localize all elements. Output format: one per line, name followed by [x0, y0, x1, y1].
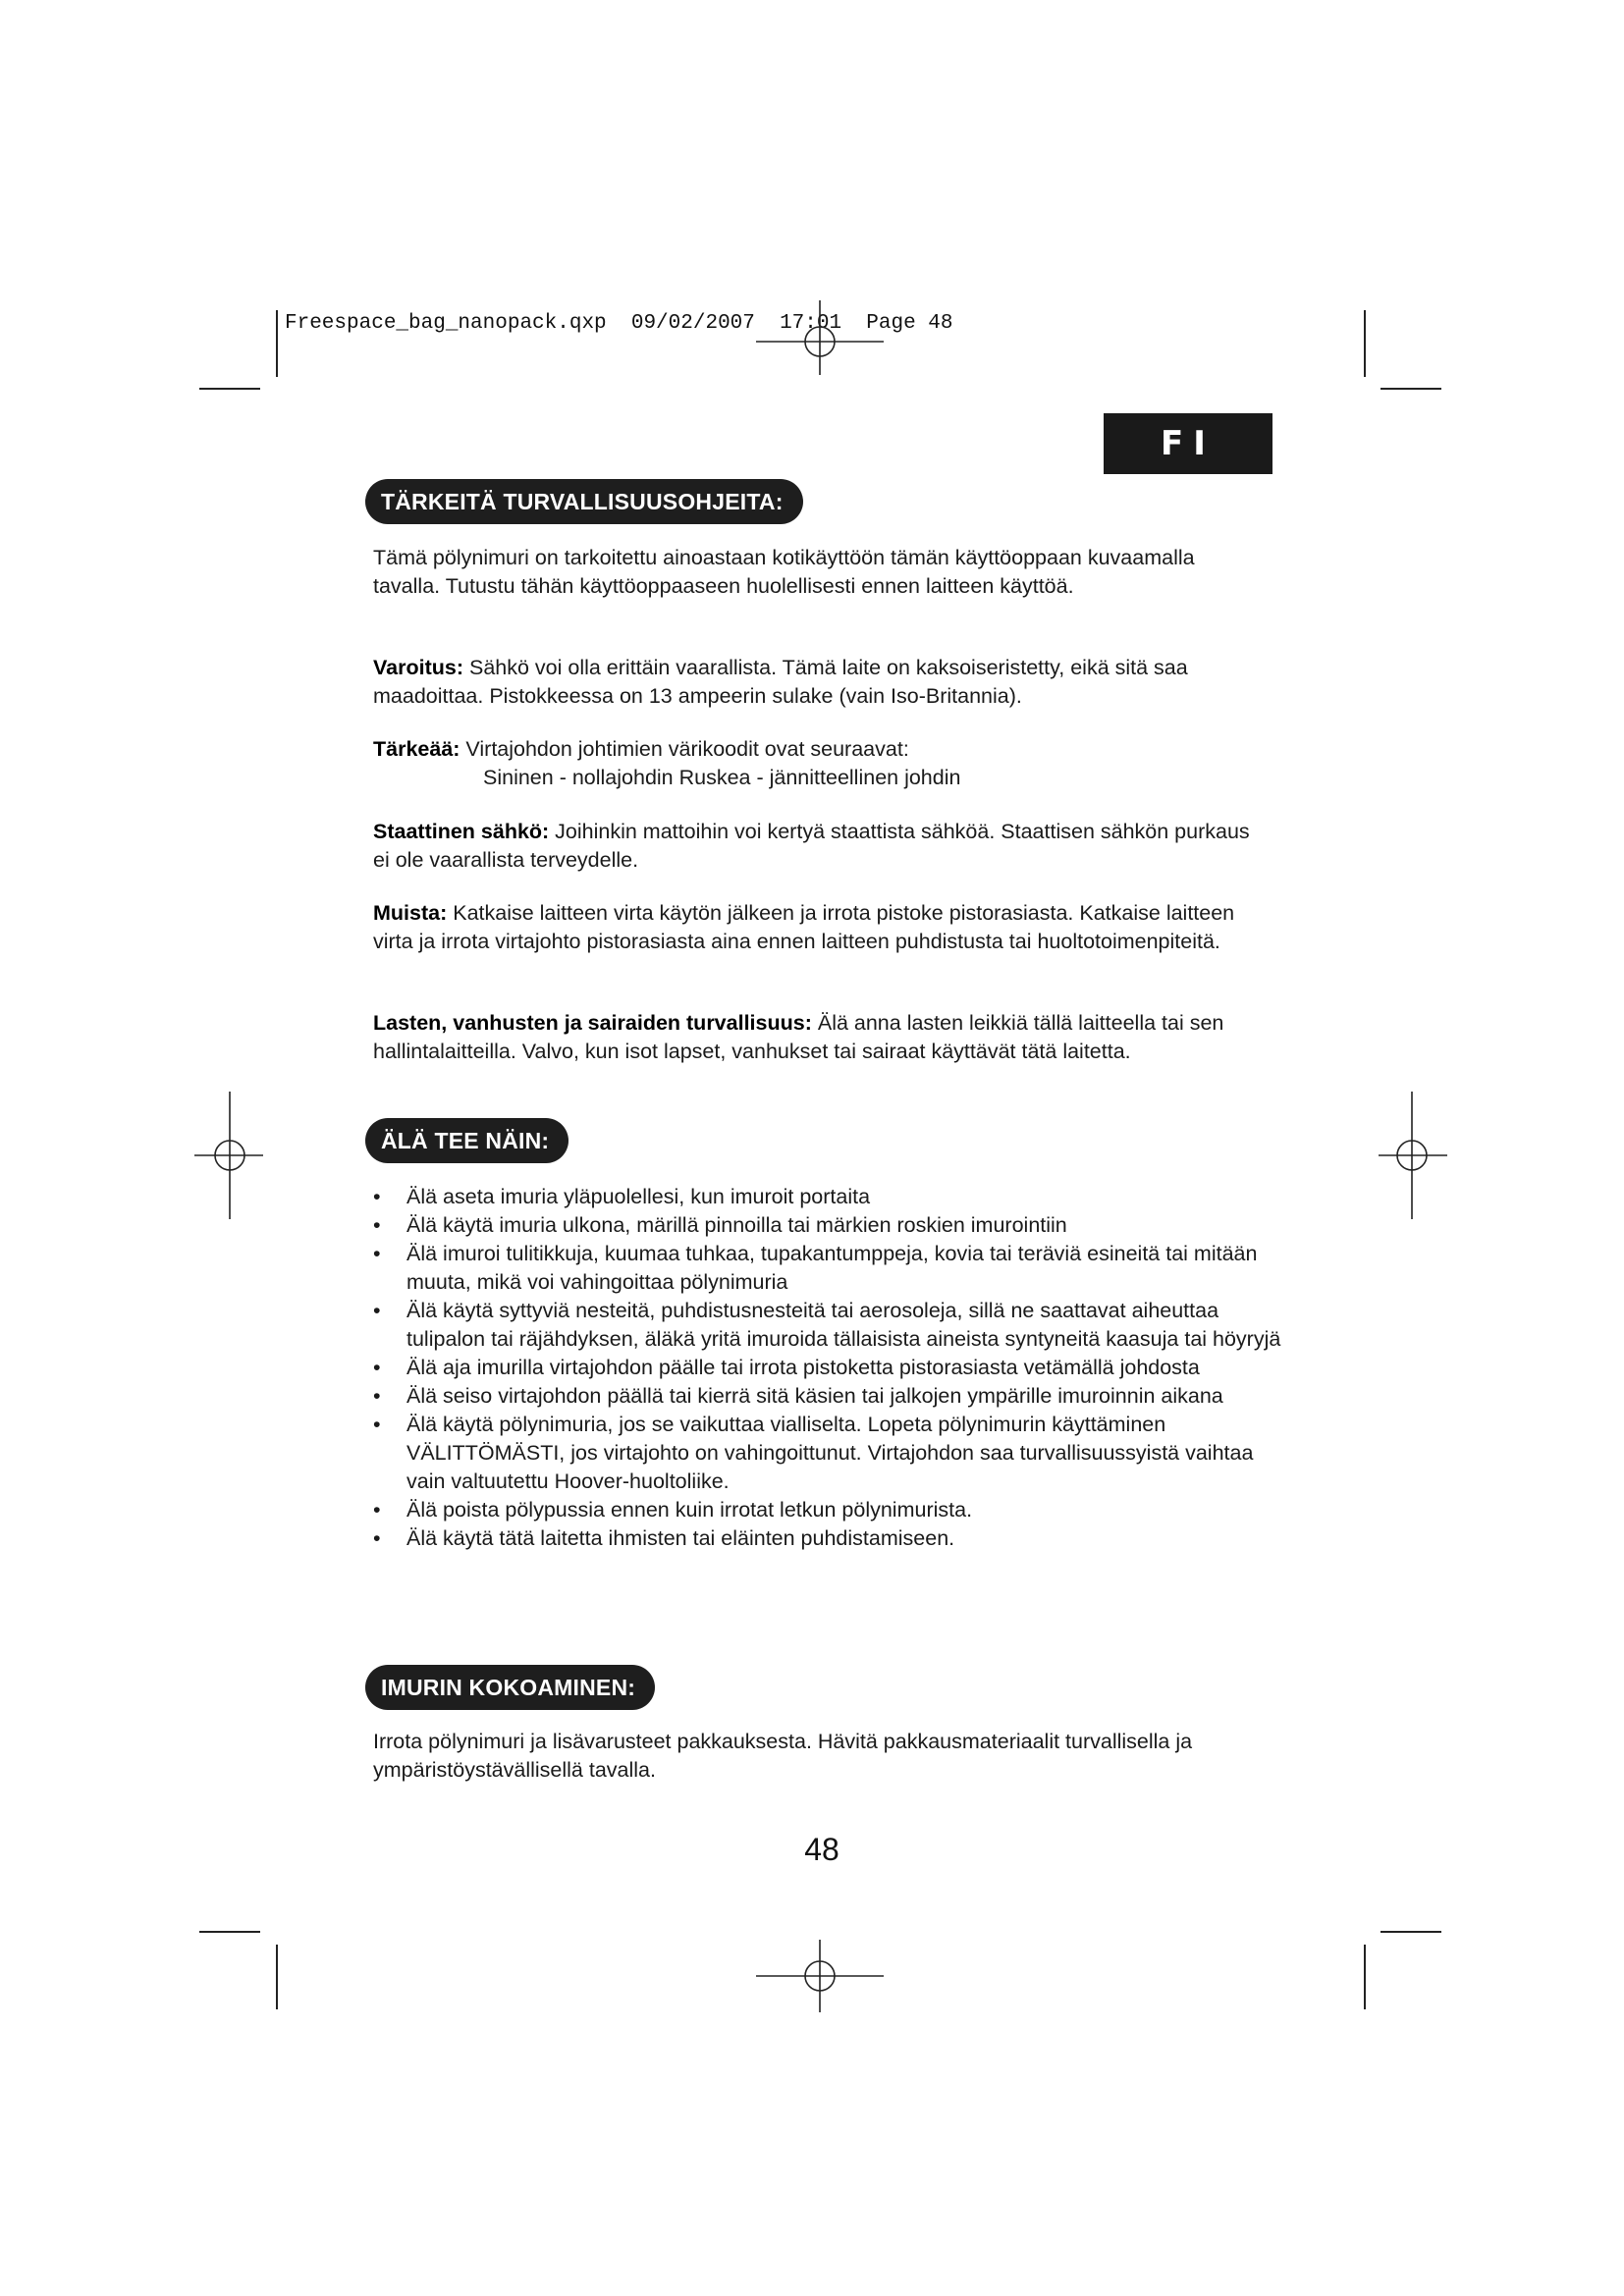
list-item-text: Älä käytä tätä laitetta ihmisten tai eläinten puhdistamiseen.	[406, 1526, 955, 1550]
bullet-icon: •	[373, 1526, 381, 1550]
crop-mark-bottom-right-horizontal	[1380, 1931, 1441, 1933]
list-item	[373, 1411, 1286, 1496]
remember-label: Muista:	[373, 901, 448, 925]
bullet-icon: •	[373, 1185, 381, 1208]
warning-paragraph	[373, 654, 1267, 710]
list-item	[373, 1524, 1286, 1553]
warning-text: Sähkö voi olla erittäin vaarallista. Tämä laite on kaksoiseristetty, eikä sitä saa maadoittaa. Pistokkeessa on 13 ampeerin sulake (vain Iso-Britannia).	[373, 656, 1188, 708]
wire-color-codes: Sininen - nollajohdin Ruskea - jännitteellinen johdin	[483, 765, 961, 789]
registration-mark-right-icon	[1379, 1092, 1447, 1219]
important-text: Virtajohdon johtimien värikoodit ovat seuraavat:	[460, 737, 909, 761]
list-item	[373, 1354, 1286, 1382]
registration-mark-left-icon	[194, 1092, 263, 1219]
dont-do-list	[373, 1183, 1286, 1553]
dont-do-heading	[365, 1118, 568, 1163]
children-text: Älä anna lasten leikkiä tällä laitteella tai sen hallintalaitteilla. Valvo, kun isot lapset, vanhukset tai sairaat käyttävät tätä laitetta.	[373, 1011, 1224, 1063]
bullet-icon: •	[373, 1356, 381, 1379]
list-item-text: Älä käytä imuria ulkona, märillä pinnoilla tai märkien roskien imurointiin	[406, 1213, 1067, 1237]
safety-heading-text: TÄRKEITÄ TURVALLISUUSOHJEITA:	[381, 488, 784, 514]
bullet-icon: •	[373, 1498, 381, 1522]
assembly-paragraph: Irrota pölynimuri ja lisävarusteet pakkauksesta. Hävitä pakkausmateriaalit turvallisella ja ympäristöystävällisellä tavalla.	[373, 1730, 1193, 1782]
list-item	[373, 1297, 1286, 1354]
list-item	[373, 1382, 1286, 1411]
crop-mark-top-left-vertical	[276, 310, 278, 377]
safety-instructions-heading	[365, 479, 803, 524]
crop-mark-bottom-left-horizontal	[199, 1931, 260, 1933]
page-number: 48	[804, 1832, 839, 1867]
bullet-icon: •	[373, 1299, 381, 1322]
registration-mark-bottom-icon	[756, 1940, 884, 2012]
crop-mark-top-right-vertical	[1364, 310, 1366, 377]
important-label: Tärkeää:	[373, 737, 460, 761]
bullet-icon: •	[373, 1413, 381, 1436]
bullet-icon: •	[373, 1384, 381, 1408]
intro-paragraph: Tämä pölynimuri on tarkoitettu ainoastaan kotikäyttöön tämän käyttöoppaan kuvaamalla tavalla. Tutustu tähän käyttöoppaaseen huolellisesti ennen laitteen käyttöä.	[373, 546, 1195, 598]
list-item-text: Älä aja imurilla virtajohdon päälle tai irrota pistoketta pistorasiasta vetämällä johdosta	[406, 1356, 1200, 1379]
crop-mark-top-right-horizontal	[1380, 388, 1441, 390]
children-label: Lasten, vanhusten ja sairaiden turvallisuus:	[373, 1011, 812, 1035]
important-paragraph	[373, 735, 1267, 791]
crop-mark-bottom-right-vertical	[1364, 1945, 1366, 2009]
list-item-text: Älä imuroi tulitikkuja, kuumaa tuhkaa, tupakantumppeja, kovia tai teräviä esineitä tai mitään muuta, mikä voi vahingoittaa pölynimuria	[406, 1242, 1258, 1294]
bullet-icon: •	[373, 1213, 381, 1237]
dont-heading-text: ÄLÄ TEE NÄIN:	[381, 1127, 550, 1153]
crop-mark-top-left-horizontal	[199, 388, 260, 390]
list-item-text: Älä poista pölypussia ennen kuin irrotat letkun pölynimurista.	[406, 1498, 973, 1522]
static-electricity-paragraph	[373, 818, 1267, 874]
list-item	[373, 1183, 1286, 1211]
crop-mark-bottom-left-vertical	[276, 1945, 278, 2009]
print-slug-line: Freespace_bag_nanopack.qxp 09/02/2007 17:01 Page 48	[285, 312, 953, 335]
list-item	[373, 1240, 1286, 1297]
list-item-text: Älä aseta imuria yläpuolellesi, kun imuroit portaita	[406, 1185, 871, 1208]
list-item-text: Älä seiso virtajohdon päällä tai kierrä sitä käsien tai jalkojen ympärille imuroinnin aikana	[406, 1384, 1223, 1408]
remember-paragraph	[373, 899, 1267, 955]
static-label: Staattinen sähkö:	[373, 820, 550, 843]
assembly-heading	[365, 1665, 655, 1710]
bullet-icon: •	[373, 1242, 381, 1265]
list-item	[373, 1211, 1286, 1240]
warning-label: Varoitus:	[373, 656, 463, 679]
children-safety-paragraph	[373, 1009, 1267, 1065]
registration-mark-top-icon	[756, 300, 884, 375]
assembly-heading-text: IMURIN KOKOAMINEN:	[381, 1674, 636, 1700]
list-item-text: Älä käytä syttyviä nesteitä, puhdistusnesteitä tai aerosoleja, sillä ne saattavat aiheuttaa tulipalon tai räjähdyksen, äläkä yritä imuroida tällaisista aineista syntyneitä kaasuja tai höyryjä	[406, 1299, 1281, 1351]
list-item-text: Älä käytä pölynimuria, jos se vaikuttaa vialliselta. Lopeta pölynimurin käyttäminen VÄLITTÖMÄSTI, jos virtajohto on vahingoittunut. Virtajohdon saa turvallisuussyistä vaihtaa vain valtuutettu Hoover-huoltoliike.	[406, 1413, 1254, 1493]
static-text: Joihinkin mattoihin voi kertyä staattista sähköä. Staattisen sähkön purkaus ei ole vaarallista terveydelle.	[373, 820, 1250, 872]
list-item	[373, 1496, 1286, 1524]
remember-text: Katkaise laitteen virta käytön jälkeen ja irrota pistoke pistorasiasta. Katkaise laitteen virta ja irrota virtajohto pistorasiasta aina ennen laitteen puhdistusta tai huoltotoimenpiteitä.	[373, 901, 1235, 953]
language-tag: FI	[1104, 413, 1272, 474]
